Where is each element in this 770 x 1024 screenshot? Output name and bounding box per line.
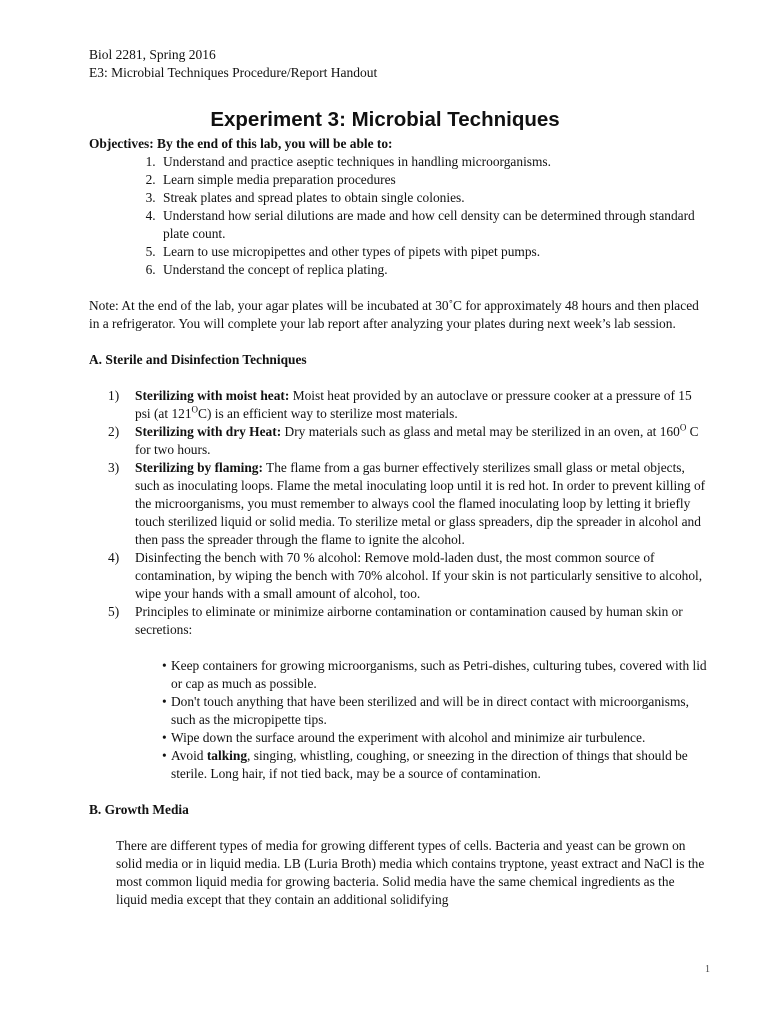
item-number: 4) bbox=[108, 550, 120, 565]
document-body bbox=[89, 135, 709, 909]
contamination-bullets bbox=[89, 657, 709, 783]
bullet-item bbox=[155, 693, 709, 729]
section-a-heading: A. Sterile and Disinfection Techniques bbox=[89, 352, 307, 367]
item-number: 3) bbox=[108, 460, 120, 475]
item-lead: Sterilizing by flaming: bbox=[135, 460, 263, 475]
page-number: 1 bbox=[705, 964, 710, 975]
growth-media-paragraph: There are different types of media for growing different types of cells. Bacteria and yeast can be grown on solid media or in liquid media. LB (Luria Broth) media which contains tryptone, yeast extract and NaCl is the most common liquid media for growing bacteria. Solid media have the same chemical ingredients as the liquid media except that they contain an additional solidifying bbox=[116, 838, 705, 907]
objective-item: 5. Learn to use micropipettes and other types of pipets with pipet pumps. bbox=[159, 243, 709, 261]
bullet-icon: • bbox=[162, 730, 167, 745]
item-text: The flame from a gas burner effectively sterilizes small glass or metal objects, such as inoculating loops. Flame the metal inoculating loop until it is red hot. In order to prevent killing of the microorganisms, you must remember to always cool the flamed inoculating loop by letting it briefly touch sterilized liquid or solid media. To sterilize metal or glass spreaders, dip the spreader in alcohol and then pass the spreader through the flame to ignite the alcohol. bbox=[135, 460, 706, 547]
bullet-text: , singing, whistling, coughing, or sneezing in the direction of things that should be sterile. Long hair, if not tied back, may be a source of contamination. bbox=[171, 748, 688, 781]
bullet-text: Don't touch anything that have been sterilized and will be in direct contact with microorganisms, such as the micropipette tips. bbox=[171, 694, 689, 727]
item-number: 2) bbox=[108, 424, 120, 439]
degree-sup: O bbox=[191, 404, 199, 415]
objective-item: 1. Understand and practice aseptic techniques in handling microorganisms. bbox=[159, 153, 709, 171]
item-text: Principles to eliminate or minimize airborne contamination or contamination caused by human skin or secretions: bbox=[135, 604, 683, 637]
note-paragraph: Note: At the end of the lab, your agar plates will be incubated at 30˚C for approximately 48 hours and then placed in a refrigerator. You will complete your lab report after analyzing your plates during next week’s lab session. bbox=[89, 298, 699, 331]
bullet-item bbox=[155, 657, 709, 693]
item-text: C) is an efficient way to sterilize most materials. bbox=[198, 406, 458, 421]
item-lead: Sterilizing with dry Heat: bbox=[135, 424, 282, 439]
technique-item bbox=[108, 603, 709, 639]
objectives-list bbox=[89, 153, 709, 279]
item-text: Moist heat provided by an autoclave or pressure cooker at a pressure of 15 psi (at 121 bbox=[135, 388, 692, 421]
item-text: Dry materials such as glass and metal may be sterilized in an oven, at 160 bbox=[281, 424, 680, 439]
technique-item bbox=[108, 459, 709, 549]
bullet-text: Wipe down the surface around the experiment with alcohol and minimize air turbulence. bbox=[171, 730, 646, 745]
objectives-heading: Objectives: By the end of this lab, you will be able to: bbox=[89, 136, 393, 151]
bullet-item bbox=[155, 747, 709, 783]
objective-item: 4. Understand how serial dilutions are made and how cell density can be determined through standard plate count. bbox=[159, 207, 709, 243]
item-lead: Sterilizing with moist heat: bbox=[135, 388, 290, 403]
page-title: Experiment 3: Microbial Techniques bbox=[210, 108, 560, 131]
bullet-text: Keep containers for growing microorganisms, such as Petri-dishes, culturing tubes, covered with lid or cap as much as possible. bbox=[171, 658, 707, 691]
technique-list bbox=[89, 387, 709, 639]
item-number: 1) bbox=[108, 388, 120, 403]
item-number: 5) bbox=[108, 604, 120, 619]
handout-line: E3: Microbial Techniques Procedure/Report Handout bbox=[89, 65, 378, 80]
item-text: Disinfecting the bench with 70 % alcohol: Remove mold-laden dust, the most common source of contamination, by wiping the bench with 70% alcohol. If your skin is not particularly sensitive to alcohol, wipe your hands with a small amount of alcohol, too. bbox=[135, 550, 703, 601]
document-header bbox=[89, 46, 377, 82]
bullet-icon: • bbox=[162, 694, 167, 709]
objective-item: 2. Learn simple media preparation procedures bbox=[159, 171, 709, 189]
technique-item bbox=[108, 387, 709, 423]
objective-item: 3. Streak plates and spread plates to obtain single colonies. bbox=[159, 189, 709, 207]
degree-sup: O bbox=[679, 422, 687, 433]
course-line: Biol 2281, Spring 2016 bbox=[89, 47, 216, 62]
bullet-icon: • bbox=[162, 658, 167, 673]
section-b-heading: B. Growth Media bbox=[89, 802, 189, 817]
technique-item bbox=[108, 549, 709, 603]
objective-item: 6. Understand the concept of replica plating. bbox=[159, 261, 709, 279]
technique-item bbox=[108, 422, 709, 459]
bullet-text: Avoid bbox=[171, 748, 207, 763]
bullet-icon: • bbox=[162, 748, 167, 763]
item-text: C for two hours. bbox=[135, 424, 699, 457]
bullet-item bbox=[155, 729, 709, 747]
bullet-bold-text: talking bbox=[206, 748, 248, 763]
